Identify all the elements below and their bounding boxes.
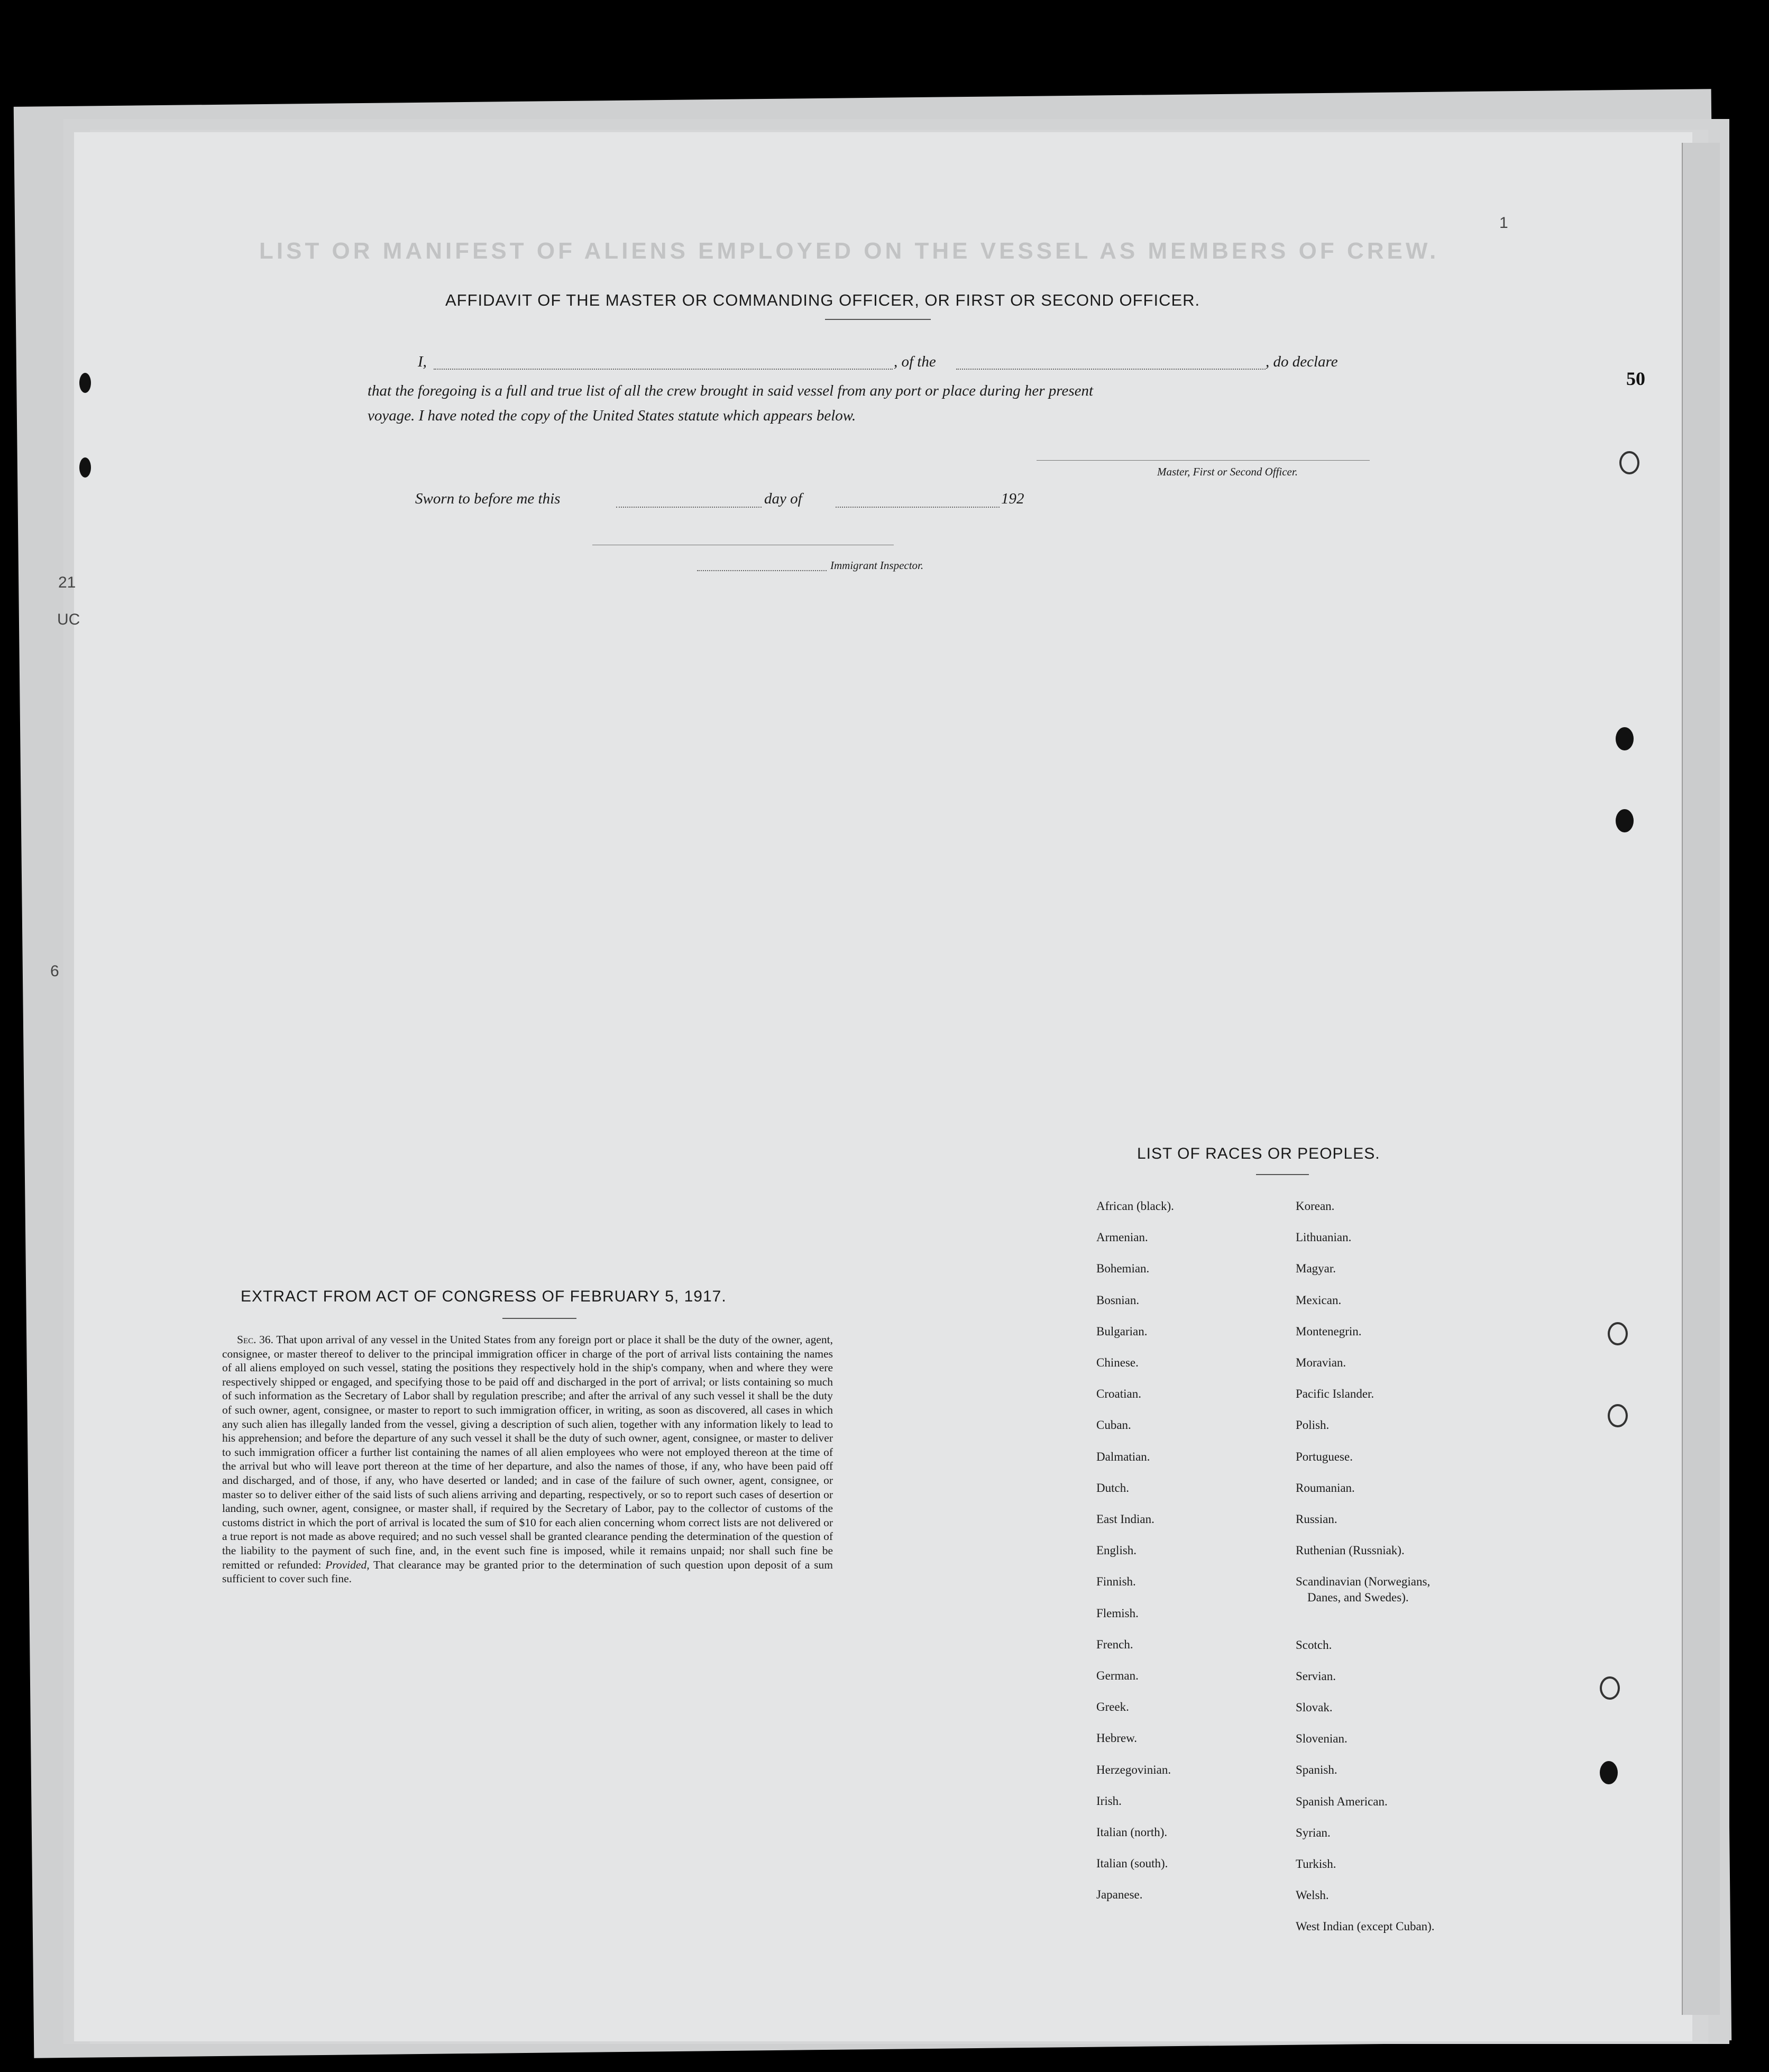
binder-hole: [1616, 727, 1634, 750]
race-item: Bosnian.: [1096, 1293, 1140, 1307]
month-blank: [836, 507, 1000, 508]
signature-line: [1037, 460, 1370, 461]
affidavit-line2: that the foregoing is a full and true list of all the crew brought in said vessel from any port or place during her present: [368, 382, 1094, 399]
race-item: Bohemian.: [1096, 1262, 1150, 1276]
affidavit-line3: voyage. I have noted the copy of the United States statute which appears below.: [368, 407, 856, 424]
name-blank: [434, 369, 893, 370]
title-rule: [825, 319, 931, 320]
race-item: Greek.: [1096, 1700, 1129, 1714]
race-item: Danes, and Swedes).: [1307, 1591, 1409, 1605]
race-item: Finnish.: [1096, 1575, 1136, 1589]
race-item: Flemish.: [1096, 1606, 1139, 1620]
race-item: Lithuanian.: [1296, 1231, 1352, 1244]
race-item: Servian.: [1296, 1669, 1336, 1683]
race-item: Dalmatian.: [1096, 1450, 1150, 1463]
page-edge-strip: [1682, 143, 1720, 2015]
binder-hole: [1600, 1761, 1618, 1784]
binder-hole: [1616, 809, 1634, 832]
extract-rule: [502, 1318, 576, 1319]
race-item: German.: [1096, 1669, 1139, 1682]
race-item: Slovenian.: [1296, 1732, 1348, 1746]
race-item: Herzegovinian.: [1096, 1763, 1171, 1776]
race-item: Ruthenian (Russniak).: [1296, 1544, 1405, 1557]
race-item: Scandinavian (Norwegians,: [1296, 1575, 1431, 1589]
margin-mark: 6: [50, 962, 59, 980]
proviso-label: Provided,: [325, 1558, 370, 1571]
extract-title: EXTRACT FROM ACT OF CONGRESS OF FEBRUARY 5, 1917.: [241, 1288, 727, 1305]
extract-body: [222, 1333, 833, 1586]
race-item: French.: [1096, 1637, 1133, 1651]
race-item: Croatian.: [1096, 1387, 1141, 1401]
binder-hole: [1600, 1676, 1620, 1700]
binder-hole: [79, 373, 91, 393]
race-item: Bulgarian.: [1096, 1324, 1148, 1338]
race-item: Spanish American.: [1296, 1794, 1388, 1808]
year-text: 192: [1001, 490, 1024, 507]
inspector-label: Immigrant Inspector.: [830, 559, 924, 572]
binder-hole: [1608, 1404, 1628, 1427]
race-item: Italian (north).: [1096, 1826, 1168, 1839]
race-item: Mexican.: [1296, 1293, 1342, 1307]
affidavit-of-the: , of the: [894, 353, 936, 370]
races-rule: [1256, 1174, 1309, 1175]
section-label: Sec. 36.: [237, 1333, 274, 1346]
sworn-text: Sworn to before me this: [415, 490, 561, 507]
races-title: LIST OF RACES OR PEOPLES.: [1137, 1145, 1380, 1162]
race-item: Pacific Islander.: [1296, 1387, 1374, 1401]
race-item: Magyar.: [1296, 1262, 1336, 1276]
race-item: Portuguese.: [1296, 1450, 1353, 1463]
race-item: Roumanian.: [1296, 1481, 1355, 1495]
race-item: Japanese.: [1096, 1888, 1143, 1902]
vessel-blank: [956, 369, 1266, 370]
binder-hole: [1619, 451, 1639, 474]
manifest-page: [74, 132, 1692, 2041]
proviso-text: That clearance may be granted prior to the determination of such question upon deposit of a sum sufficient to cover such fine.: [222, 1558, 833, 1585]
race-item: Welsh.: [1296, 1888, 1329, 1902]
day-blank: [616, 507, 762, 508]
signer-label: Master, First or Second Officer.: [1157, 465, 1298, 478]
race-item: Cuban.: [1096, 1418, 1131, 1432]
race-item: Armenian.: [1096, 1231, 1148, 1244]
race-item: East Indian.: [1096, 1512, 1154, 1526]
race-item: Spanish.: [1296, 1763, 1337, 1777]
binder-hole: [79, 457, 91, 478]
race-item: African (black).: [1096, 1199, 1174, 1213]
margin-mark: 21: [58, 574, 76, 591]
margin-mark: 1: [1499, 214, 1508, 232]
race-item: Irish.: [1096, 1794, 1122, 1808]
faint-header: LIST OR MANIFEST OF ALIENS EMPLOYED ON THE VESSEL AS MEMBERS OF CREW.: [259, 238, 1440, 264]
race-item: Russian.: [1296, 1512, 1337, 1526]
statute-text: That upon arrival of any vessel in the United States from any foreign port or place it shall be the duty of the owner, agent, consignee, or master thereof to deliver to the principal immigration officer in charge of the port of arrival lists containing the names of all aliens employed on such vessel, stating the positions they respectively hold in the ship's company, when and where they were respectively shipped or engaged, and specifying those to be paid off and discharged in the port of arrival; or lists containing so much of such information as the Secretary of Labor shall by regulation prescribe; and after the arrival of any such vessel it shall be the duty of such owner, agent, consignee, or master to report to such immigration officer, in writing, as soon as discovered, all cases in which any such alien has illegally landed from the vessel, giving a description of such alien, together with any information likely to lead to his apprehension; and before the departure of any such vessel it shall be the duty of such owner, agent, consignee, or master to deliver to such immigration officer a further list containing the names of all alien employees who were not employed thereon at the time of the arrival but who will leave port thereon at the time of her departure, and also the names of those, if any, who have been paid off and discharged, and of those, if any, who have deserted or landed; and in case of the failure of such owner, agent, consignee, or master so to deliver either of the said lists of such aliens arriving and departing, respectively, or so to report such cases of desertion or landing, such owner, agent, consignee, or master shall, if required by the Secretary of Labor, pay to the collector of customs of the customs district in which the port of arrival is located the sum of $10 for each alien concerning whom correct lists are not delivered or a true report is not made as above required; and no such vessel shall be granted clearance pending the determination of the question of the liability to the payment of such fine, and, in the event such fine is imposed, while it remains unpaid; nor shall such fine be remitted or refunded:: [222, 1333, 833, 1571]
affidavit-title: AFFIDAVIT OF THE MASTER OR COMMANDING OFFICER, OR FIRST OR SECOND OFFICER.: [445, 291, 1200, 309]
race-item: Moravian.: [1296, 1356, 1346, 1369]
margin-mark: UC: [57, 611, 80, 628]
race-item: Dutch.: [1096, 1481, 1129, 1495]
race-item: Syrian.: [1296, 1826, 1331, 1839]
race-item: Hebrew.: [1096, 1731, 1138, 1745]
affidavit-i: I,: [418, 353, 427, 370]
race-item: Turkish.: [1296, 1857, 1336, 1871]
binder-hole: [1608, 1322, 1628, 1345]
race-item: Chinese.: [1096, 1356, 1139, 1369]
race-item: Korean.: [1296, 1199, 1335, 1213]
race-item: Polish.: [1296, 1418, 1330, 1432]
race-item: Slovak.: [1296, 1701, 1333, 1714]
race-item: English.: [1096, 1544, 1137, 1557]
race-item: Italian (south).: [1096, 1857, 1168, 1871]
page-number: 50: [1626, 368, 1645, 389]
day-of-text: day of: [764, 490, 802, 507]
race-item: Montenegrin.: [1296, 1324, 1362, 1338]
race-item: Scotch.: [1296, 1638, 1332, 1652]
inspector-blank: [697, 570, 827, 571]
affidavit-declare: , do declare: [1266, 353, 1338, 370]
race-item: West Indian (except Cuban).: [1296, 1920, 1435, 1933]
